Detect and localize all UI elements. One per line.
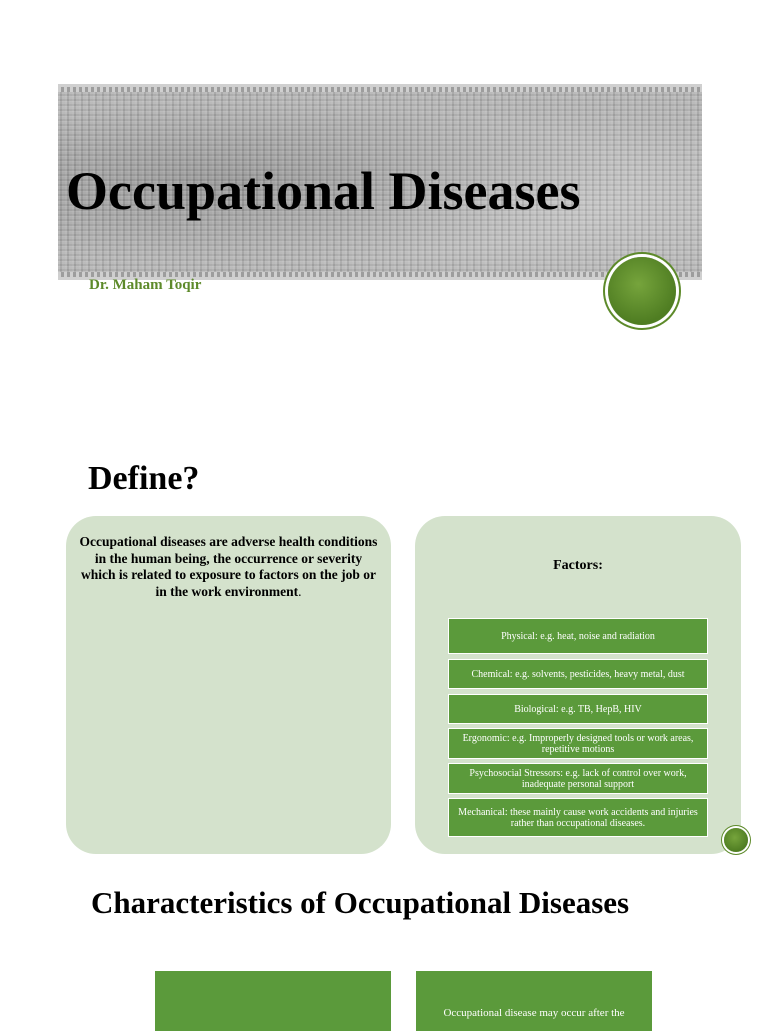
author-name: Dr. Maham Toqir: [89, 277, 202, 293]
characteristic-box-2: [416, 971, 652, 1031]
characteristic-box-2-text: Occupational disease may occur after the: [443, 1007, 625, 1019]
factors-panel: [415, 516, 741, 854]
definition-text: [78, 534, 379, 600]
factor-physical: Physical: e.g. heat, noise and radiation: [448, 618, 708, 654]
factor-chemical: Chemical: e.g. solvents, pesticides, heavy metal, dust: [448, 659, 708, 689]
definition-end: .: [298, 583, 302, 599]
definition-panel: [66, 516, 391, 854]
factor-biological: Biological: e.g. TB, HepB, HIV: [448, 694, 708, 724]
characteristics-heading: Characteristics of Occupational Diseases: [91, 885, 630, 920]
banner-top-edge: [58, 87, 702, 92]
slide-title: Occupational Diseases: [66, 161, 581, 221]
define-heading: Define?: [88, 460, 200, 497]
factors-heading: Factors:: [553, 558, 603, 573]
decorative-circle: [608, 257, 676, 325]
definition-main: Occupational diseases are adverse health conditions in the human being, the occurrence or severity which is related to exposure to factors on the job or in the work environment: [79, 534, 378, 599]
factor-mechanical: Mechanical: these mainly cause work accidents and injuries rather than occupational diseases.: [448, 798, 708, 837]
characteristic-box-1: [155, 971, 391, 1031]
decorative-circle-small: [724, 828, 748, 852]
factor-psychosocial: Psychosocial Stressors: e.g. lack of control over work, inadequate personal support: [448, 763, 708, 794]
factor-ergonomic: Ergonomic: e.g. Improperly designed tools or work areas, repetitive motions: [448, 728, 708, 759]
